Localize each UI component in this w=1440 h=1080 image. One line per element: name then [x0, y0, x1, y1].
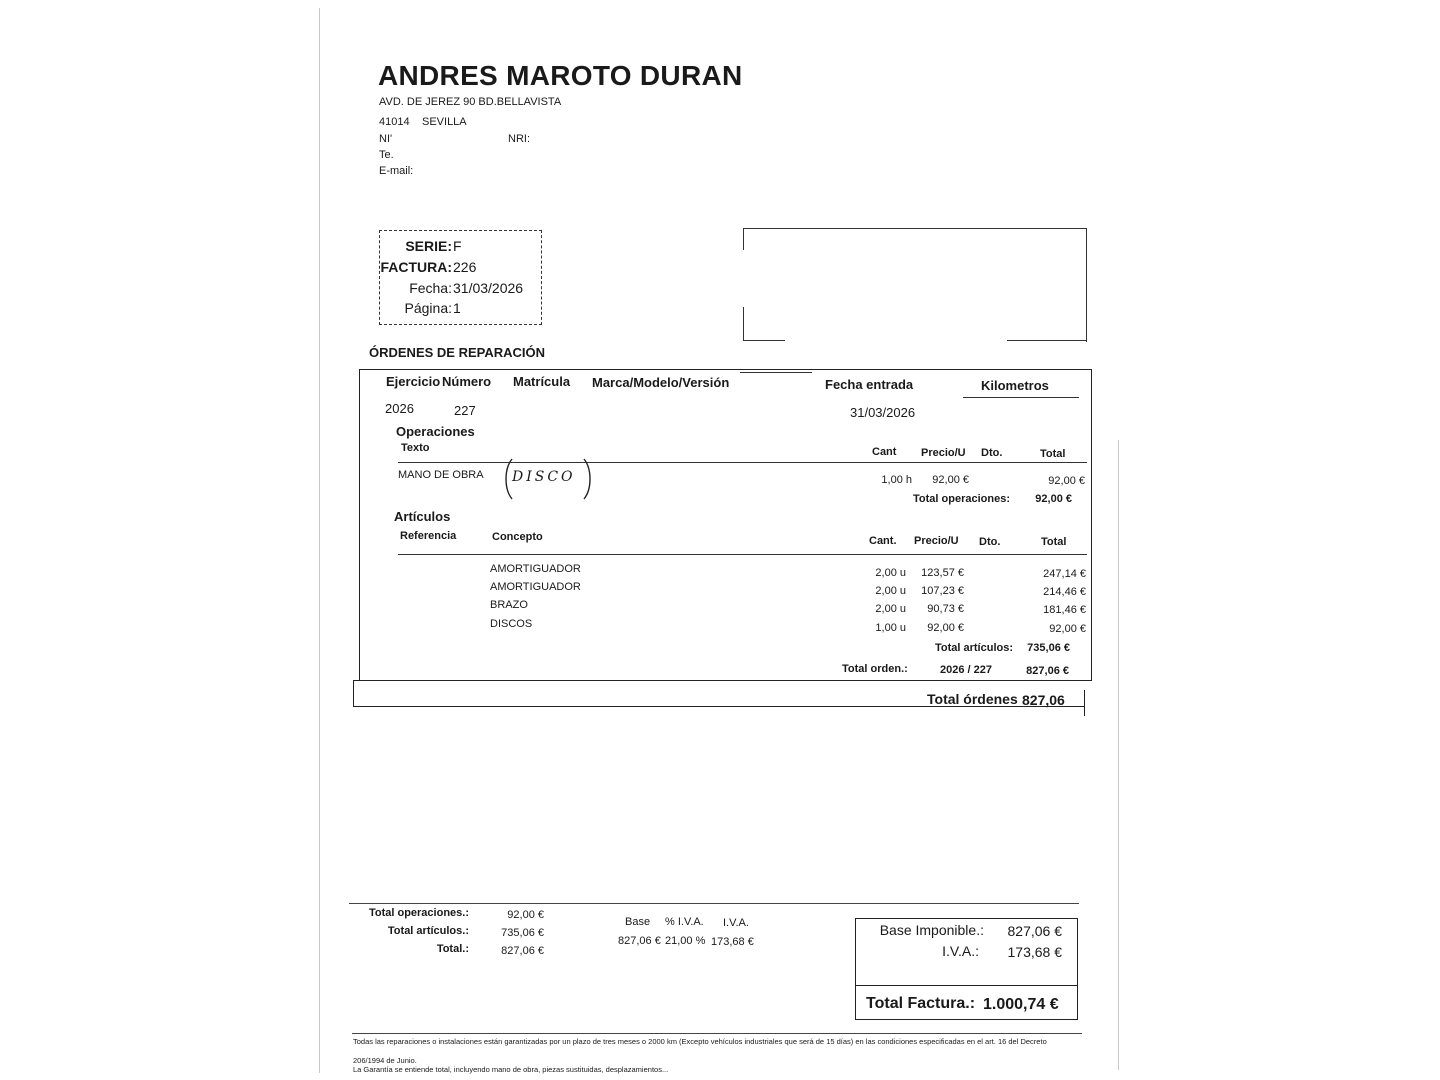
operations-header-total: Total — [1040, 448, 1066, 460]
orders-total-label: Total órdenes — [927, 691, 1018, 707]
scan-edge-right — [1118, 440, 1119, 1070]
header-kilometros-underline — [963, 397, 1079, 398]
pagina-label: Página: — [404, 300, 452, 316]
tax-iva-value: 173,68 € — [711, 936, 754, 948]
articles-header-concepto: Concepto — [492, 531, 543, 543]
customer-address-box — [743, 228, 1087, 342]
article-row-precio: 90,73 € — [927, 603, 964, 615]
article-row-precio: 92,00 € — [927, 622, 964, 634]
company-nri-label: NRI: — [508, 133, 530, 145]
totals-base-label: Base Imponible.: — [879, 922, 984, 938]
summary-ops-label: Total operaciones.: — [368, 907, 469, 919]
customer-box-bottom-right — [1007, 340, 1087, 341]
company-tel-label: Te. — [379, 149, 394, 161]
order-total-value: 827,06 € — [1026, 665, 1069, 677]
tax-base-value: 827,06 € — [618, 935, 661, 947]
totals-base-value: 827,06 € — [1007, 923, 1062, 939]
header-marca: Marca/Modelo/Versión — [592, 375, 730, 390]
footer-line-1: Todas las reparaciones o instalaciones están garantizadas por un plazo de tres meses o 2000 km (Excepto vehículos industriales que será de 15 días) en las condiciones especificadas en el art. 16 del Decreto — [353, 1037, 1047, 1046]
totals-box-divider — [855, 985, 1077, 986]
factura-value: 226 — [453, 259, 477, 275]
article-row-precio: 107,23 € — [921, 585, 964, 597]
summary-articles-value: 735,06 € — [501, 927, 544, 939]
orders-total-value: 827,06 — [1022, 692, 1065, 708]
operations-header-dto: Dto. — [981, 447, 1003, 459]
totals-iva-value: 173,68 € — [1007, 944, 1062, 960]
operations-title: Operaciones — [396, 424, 475, 439]
article-row-concepto: BRAZO — [490, 599, 528, 611]
summary-total-label: Total.: — [436, 943, 469, 955]
articles-total: 735,06 € — [1027, 642, 1070, 654]
customer-box-left-tick — [743, 228, 744, 250]
article-row-precio: 123,57 € — [921, 567, 964, 579]
summary-articles-label: Total artículos.: — [387, 925, 469, 937]
operation-row-cant: 1,00 h — [881, 474, 912, 486]
order-numero: 227 — [454, 403, 476, 418]
summary-total-value: 827,06 € — [501, 945, 544, 957]
fecha-value: 31/03/2026 — [453, 280, 524, 296]
operation-row-texto: MANO DE OBRA — [398, 469, 484, 481]
tax-pct-label: % I.V.A. — [665, 916, 704, 928]
header-matricula: Matrícula — [513, 374, 571, 389]
operations-total: 92,00 € — [1035, 493, 1072, 505]
footer-line-3: La Garantía se entiende total, incluyendo mano de obra, piezas sustituidas, desplazamientos... — [353, 1065, 669, 1074]
article-row-total: 214,46 € — [1043, 586, 1086, 598]
fecha-label: Fecha: — [409, 280, 452, 296]
article-row-concepto: AMORTIGUADOR — [490, 581, 581, 593]
tax-base-label: Base — [625, 916, 651, 928]
company-city: SEVILLA — [422, 116, 467, 128]
article-row-total: 181,46 € — [1043, 604, 1086, 616]
articles-header-total: Total — [1041, 536, 1067, 548]
serie-label: SERIE: — [405, 238, 452, 254]
order-total-label: Total orden.: — [842, 663, 908, 675]
orders-total-box-right — [1084, 690, 1085, 716]
article-row-cant: 2,00 u — [875, 603, 906, 615]
articles-header-dto: Dto. — [979, 536, 1001, 548]
footer-rule — [352, 1033, 1082, 1034]
header-kilometros: Kilometros — [981, 378, 1049, 393]
pagina-value: 1 — [453, 300, 461, 316]
totals-factura-value: 1.000,74 € — [983, 996, 1059, 1013]
articles-header-referencia: Referencia — [400, 530, 457, 542]
footer-line-2: 206/1994 de Junio. — [353, 1056, 417, 1065]
article-row-cant: 2,00 u — [875, 585, 906, 597]
totals-factura-label: Total Factura.: — [866, 995, 976, 1012]
header-fecha-entrada: Fecha entrada — [825, 377, 914, 392]
article-row-concepto: AMORTIGUADOR — [490, 563, 581, 575]
totals-iva-label: I.V.A.: — [942, 943, 979, 959]
header-numero: Número — [442, 374, 492, 389]
article-row-cant: 2,00 u — [875, 567, 906, 579]
article-row-total: 247,14 € — [1043, 568, 1086, 580]
customer-box-left-bottom — [743, 307, 744, 341]
header-divider-short — [740, 372, 812, 373]
articles-header-rule — [398, 554, 1087, 555]
customer-box-bottom-left — [743, 340, 785, 341]
articles-title: Artículos — [394, 509, 451, 524]
articles-header-cant: Cant. — [869, 535, 897, 547]
operations-header-precio: Precio/U — [921, 447, 966, 459]
order-fecha-entrada: 31/03/2026 — [850, 405, 916, 420]
company-postal-code: 41014 — [379, 116, 410, 128]
orders-total-box-top — [353, 680, 1090, 681]
operation-row-total: 92,00 € — [1048, 475, 1085, 487]
company-address: AVD. DE JEREZ 90 BD.BELLAVISTA — [379, 96, 562, 108]
order-ejercicio: 2026 — [385, 401, 414, 416]
tax-iva-label: I.V.A. — [723, 917, 749, 929]
company-email-label: E-mail: — [379, 165, 414, 177]
article-row-cant: 1,00 u — [875, 622, 906, 634]
articles-total-label: Total artículos: — [934, 642, 1013, 654]
operations-total-label: Total operaciones: — [913, 493, 1010, 505]
serie-value: F — [453, 238, 462, 254]
operations-header-cant: Cant — [872, 446, 897, 458]
articles-header-precio: Precio/U — [914, 535, 959, 547]
handwritten-note: DISCO — [512, 469, 576, 485]
tax-pct-value: 21,00 % — [665, 935, 706, 947]
article-row-concepto: DISCOS — [490, 618, 533, 630]
operation-row-precio: 92,00 € — [932, 474, 969, 486]
operations-header-texto: Texto — [401, 442, 430, 454]
article-row-total: 92,00 € — [1049, 623, 1086, 635]
company-name: ANDRES MAROTO DURAN — [378, 60, 743, 91]
summary-ops-value: 92,00 € — [507, 909, 544, 921]
order-total-ref: 2026 / 227 — [940, 664, 992, 676]
summary-top-rule — [349, 903, 1079, 904]
scan-edge-left — [319, 8, 320, 1073]
header-ejercicio: Ejercicio — [386, 374, 441, 389]
factura-label: FACTURA: — [380, 259, 452, 275]
orders-section-title: ÓRDENES DE REPARACIÓN — [369, 345, 546, 360]
company-nif-label: NI' — [379, 133, 393, 145]
